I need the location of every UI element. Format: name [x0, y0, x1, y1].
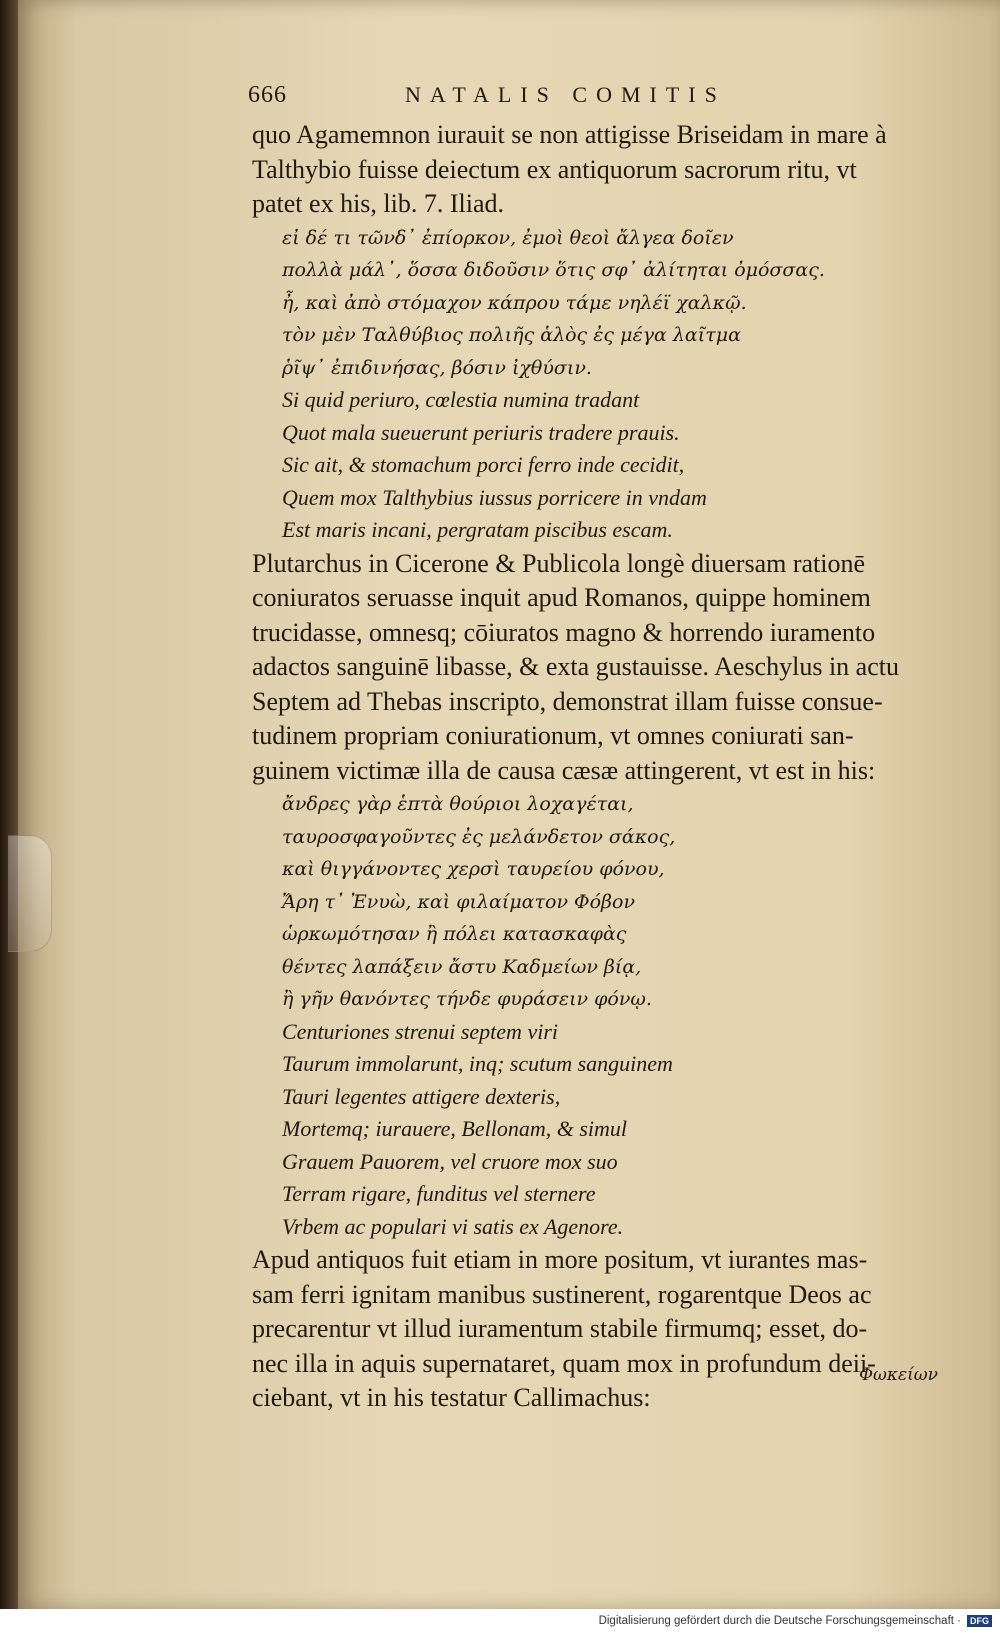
page-number: 666 — [248, 82, 287, 108]
verse-line: εἰ δέ τι τῶνδ᾽ ἐπίορκον, ἐμοὶ θεοὶ ἄλγεα δοῖεν — [282, 226, 734, 249]
verse-line: Vrbem ac populari vi satis ex Agenore. — [282, 1213, 624, 1239]
verse-line: Si quid periuro, cœlestia numina tradant — [282, 387, 640, 412]
verse-line: ἦ, καὶ ἀπὸ στόμαχον κάπρου τάμε νηλέϊ χαλκῷ. — [282, 291, 747, 314]
text-line: Septem ad Thebas inscripto, demonstrat illam fuisse consue- — [252, 686, 883, 716]
page-clip — [8, 835, 52, 952]
funding-credit: Digitalisierung gefördert durch die Deutsche Forschungsgemeinschaft · — [598, 1615, 961, 1627]
verse-line: καὶ θιγγάνοντες χερσὶ ταυρείου φόνου, — [282, 858, 665, 880]
latin-verse-aeschylus — [282, 1016, 942, 1244]
verse-line: Terram rigare, funditus vel sternere — [282, 1181, 596, 1206]
greek-verse-aeschylus — [282, 788, 942, 1016]
page-header — [248, 82, 942, 118]
verse-line: Centuriones strenui septem viri — [282, 1018, 558, 1044]
verse-line: Quem mox Talthybius iussus porricere in vndam — [282, 484, 707, 510]
verse-line: Mortemq; iurauere, Bellonam, & simul — [282, 1116, 628, 1141]
verse-line: ἢ γῆν θανόντες τήνδε φυράσειν φόνῳ. — [282, 988, 652, 1010]
paragraph-3 — [252, 1243, 942, 1416]
dfg-logo: DFG — [967, 1615, 992, 1627]
verse-line: ταυροσφαγοῦντες ἐς μελάνδετον σάκος, — [282, 825, 676, 848]
verse-line: Taurum immolarunt, inq; scutum sanguinem — [282, 1051, 673, 1076]
verse-line: Est maris incani, pergratam piscibus escam. — [282, 517, 673, 542]
latin-verse-iliad — [282, 384, 942, 547]
verse-line: Tauri legentes attigere dexteris, — [282, 1083, 561, 1109]
text-line: Plutarchus in Cicerone & Publicola longè diuersam rationē — [252, 548, 866, 578]
text-line: quo Agamemnon iurauit se non attigisse Briseidam in mare à — [252, 120, 887, 149]
verse-line: Grauem Pauorem, vel cruore mox suo — [282, 1148, 618, 1174]
paragraph-1 — [252, 118, 942, 222]
verse-line: ῥῖψ᾽ ἐπιδινήσας, βόσιν ἰχθύσιν. — [282, 356, 592, 379]
text-line: ciebant, vt in his testatur Callimachus: — [252, 1383, 651, 1412]
text-line: guinem victimæ illa de causa cæsæ attingerent, vt est in his: — [252, 755, 876, 785]
verse-line: ἄνδρες γὰρ ἑπτὰ θούριοι λοχαγέται, — [282, 793, 634, 815]
verse-line: Quot mala sueuerunt periuris tradere prauis. — [282, 419, 680, 445]
greek-verse-iliad — [282, 222, 942, 385]
footer-bar — [0, 1609, 1000, 1633]
text-line: tudinem propriam coniurationum, vt omnes coniurati san- — [252, 721, 854, 750]
text-line: sam ferri ignitam manibus sustinerent, rogarentque Deos ac — [252, 1279, 872, 1309]
text-line: Talthybio fuisse deiectum ex antiquorum sacrorum ritu, vt — [252, 154, 857, 184]
verse-line: Sic ait, & stomachum porci ferro inde cecidit, — [282, 452, 685, 477]
paragraph-2 — [252, 547, 942, 789]
verse-line: ὡρκωμότησαν ἢ πόλει κατασκαφὰς — [282, 923, 627, 945]
text-line: patet ex his, lib. 7. Iliad. — [252, 189, 505, 218]
verse-line: πολλὰ μάλ᾽, ὅσσα διδοῦσιν ὅτις σφ᾽ ἀλίτηται ὀμόσσας. — [282, 259, 825, 281]
verse-line: τὸν μὲν Ταλθύβιος πολιῆς ἁλὸς ἐς μέγα λαῖτμα — [282, 324, 741, 346]
text-line: adactos sanguinē libasse, & exta gustauisse. Aeschylus in actu — [252, 652, 899, 681]
text-line: coniuratos seruasse inquit apud Romanos, quippe hominem — [252, 583, 871, 612]
page-text — [248, 82, 942, 1416]
verse-line: Ἄρη τ᾽ Ἐνυὼ, καὶ φιλαίματον Φόβον — [282, 890, 636, 913]
verse-line: θέντες λαπάξειν ἄστυ Καδμείων βίᾳ, — [282, 955, 642, 978]
text-line: precarentur vt illud iuramentum stabile firmumq; esset, do- — [252, 1314, 868, 1343]
text-line: nec illa in aquis supernataret, quam mox in profundum deii- — [252, 1348, 876, 1378]
text-line: trucidasse, omnesq; cōiuratos magno & horrendo iuramento — [252, 617, 876, 647]
catchword: Φωκείων — [859, 1365, 938, 1385]
running-head: NATALIS COMITIS — [405, 82, 726, 107]
text-line: Apud antiquos fuit etiam in more positum, vt iurantes mas- — [252, 1245, 868, 1274]
